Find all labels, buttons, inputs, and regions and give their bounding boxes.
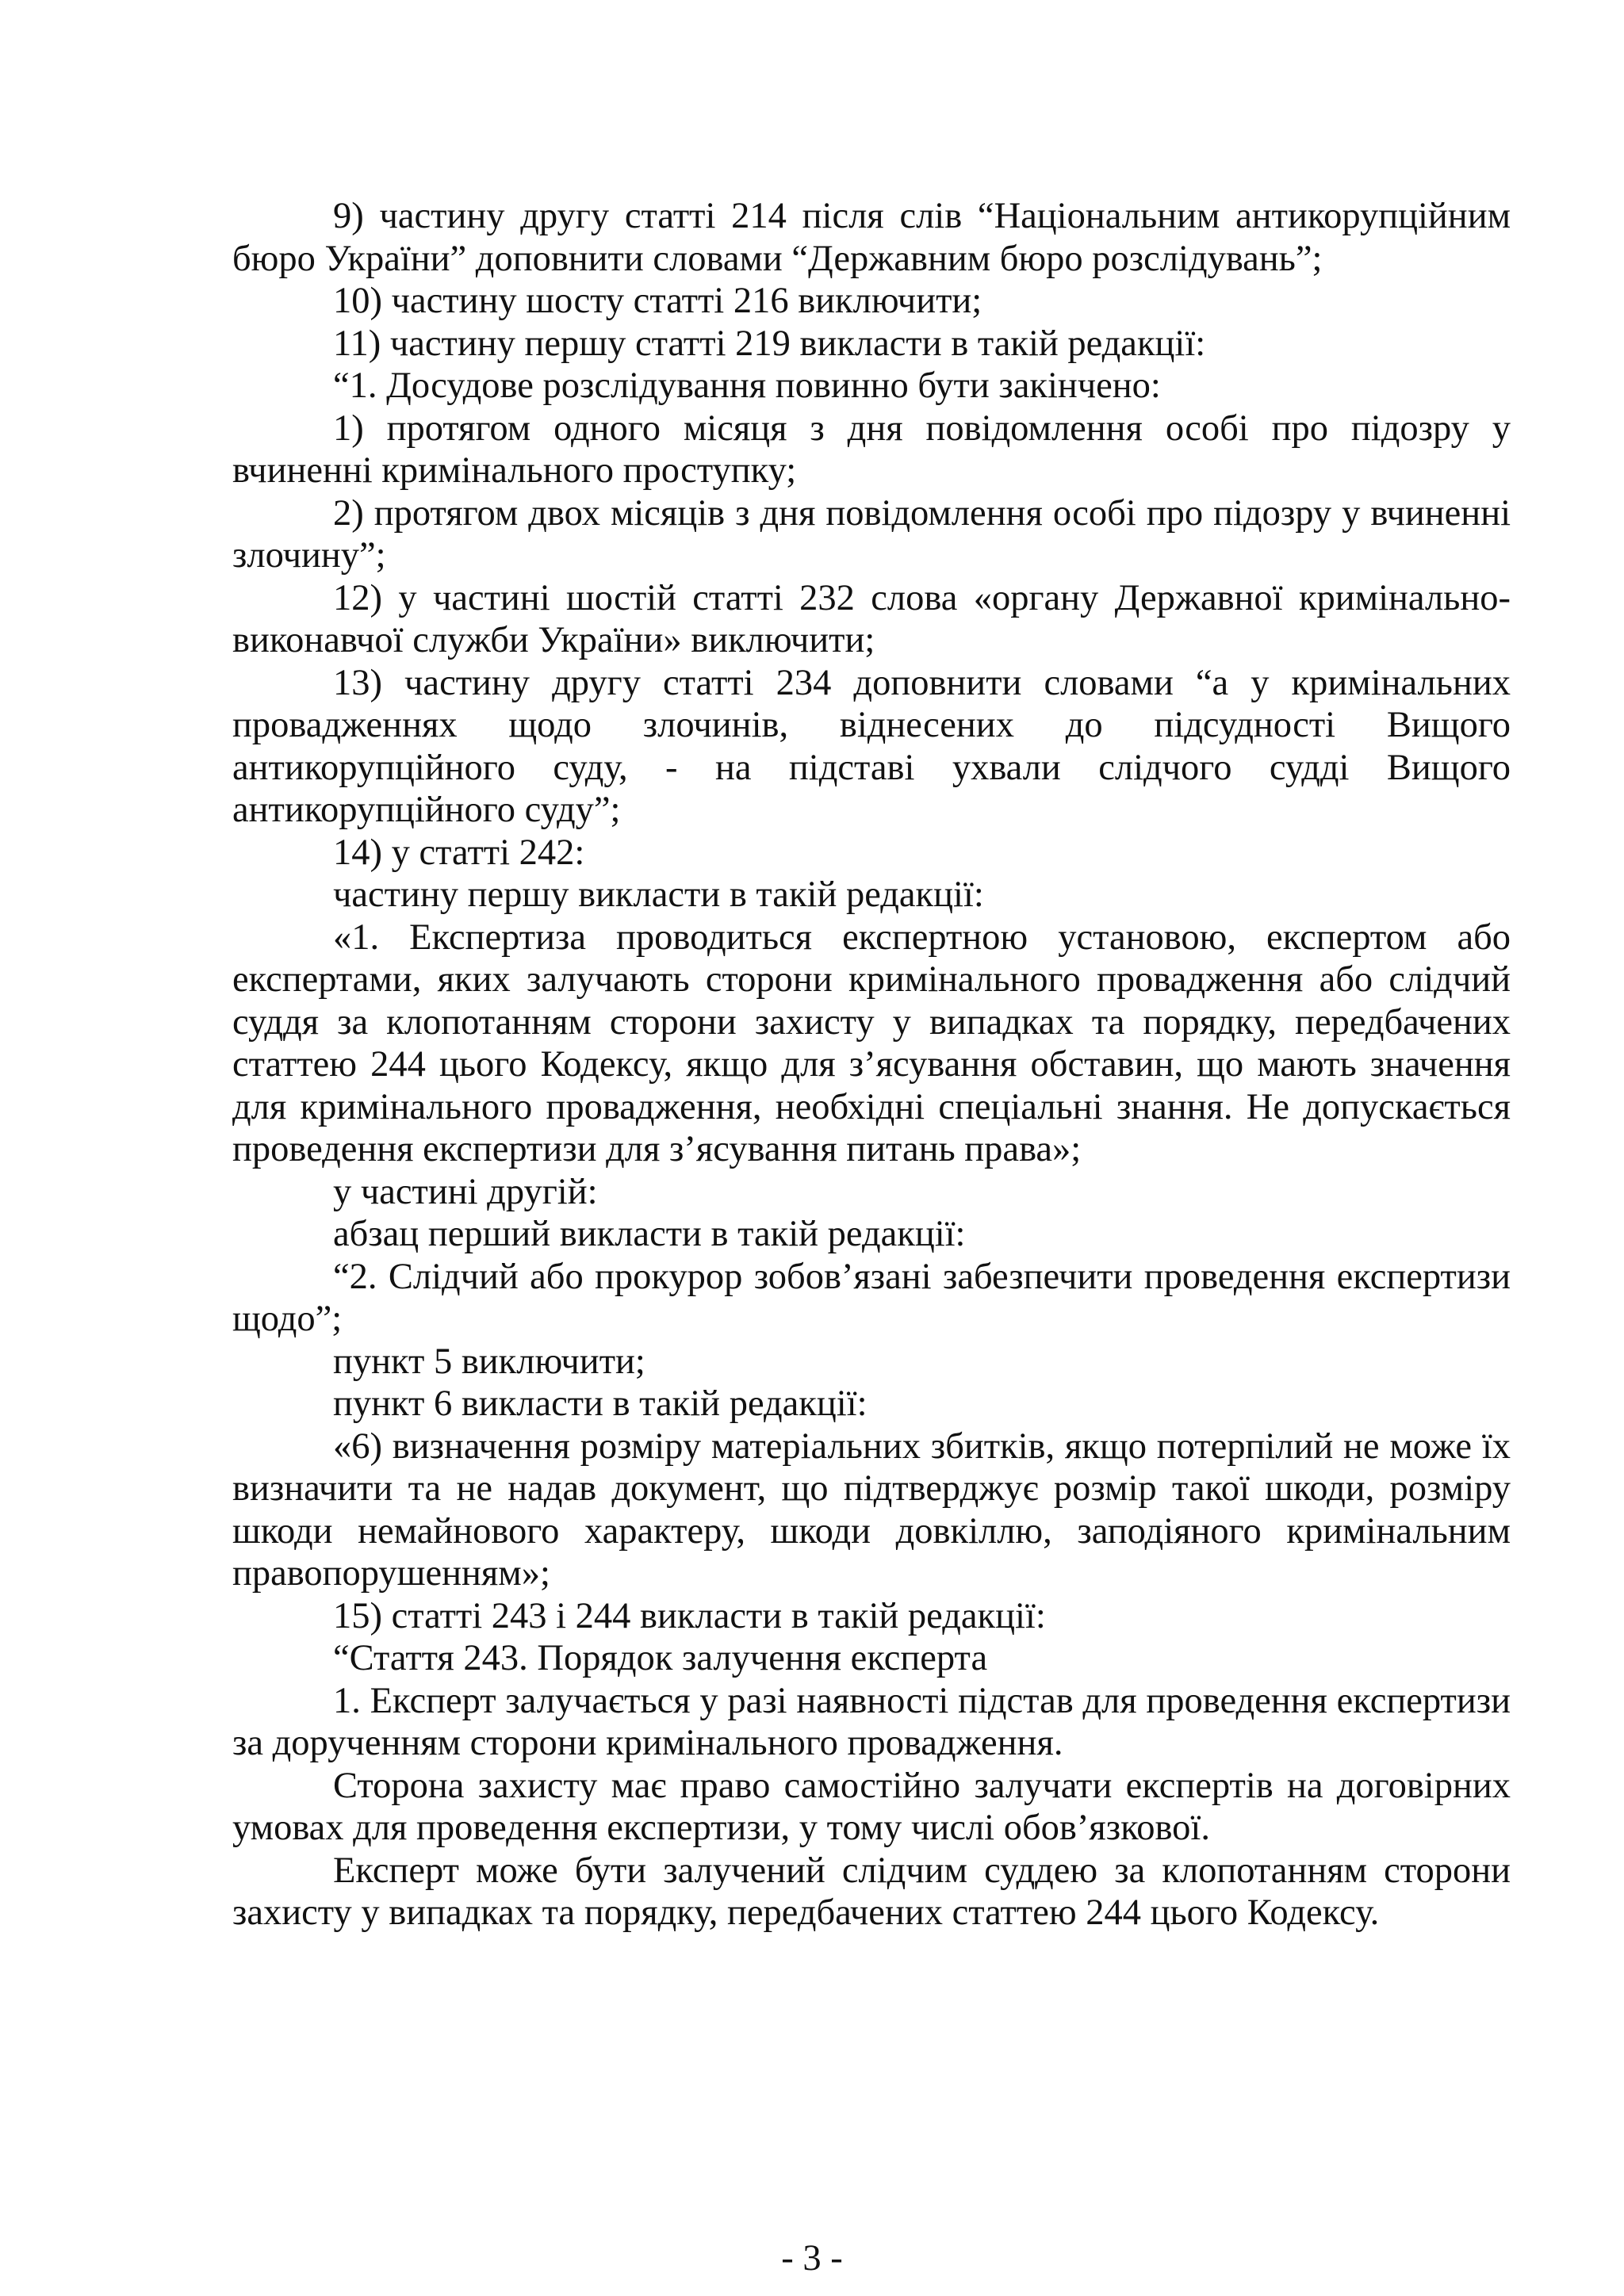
paragraph-part-two: у частині другій: xyxy=(333,1171,598,1212)
paragraph-item-13: 13) частину другу статті 234 доповнити словами “а у кримінальних провадженнях щодо злочинів, віднесених до підсудності Вищого антикорупційного суду, - на підставі ухвали слідчого судді Вищого антикорупційного суду”; xyxy=(232,662,1511,830)
paragraph-item-9: 9) частину другу статті 214 після слів “Національним антикорупційним бюро України” доповнити словами “Державним бюро розслідувань”; xyxy=(232,196,1511,279)
article-243-part-1: 1. Експерт залучається у разі наявності підстав для проведення експертизи за дорученням сторони кримінального провадження. xyxy=(232,1680,1511,1763)
document-body xyxy=(232,195,1511,1934)
quoted-paragraph-2: “2. Слідчий або прокурор зобов’язані забезпечити проведення експертизи щодо”; xyxy=(232,1256,1511,1339)
paragraph-item-12: 12) у частині шостій статті 232 слова «органу Державної кримінально-виконавчої служби України» виключити; xyxy=(232,577,1511,660)
subpoint-1: 1) протягом одного місяця з дня повідомлення особі про підозру у вчиненні кримінального проступку; xyxy=(232,408,1511,491)
paragraph-abzac-instruction: абзац перший викласти в такій редакції: xyxy=(333,1214,966,1254)
paragraph-item-10: 10) частину шосту статті 216 виключити; xyxy=(333,281,982,321)
article-243-heading: “Стаття 243. Порядок залучення експерта xyxy=(333,1638,988,1678)
paragraph-item-15: 15) статті 243 і 244 викласти в такій редакції: xyxy=(333,1595,1046,1636)
paragraph-item-11: 11) частину першу статті 219 викласти в такій редакції: xyxy=(333,323,1206,364)
article-243-investigating-judge: Експерт може бути залучений слідчим суддею за клопотанням сторони захисту у випадках та порядку, передбачених статтею 244 цього Кодексу. xyxy=(232,1850,1511,1933)
paragraph-point-5: пункт 5 виключити; xyxy=(333,1341,645,1382)
paragraph-part-one-instruction: частину першу викласти в такій редакції: xyxy=(333,874,984,915)
quoted-expertise-paragraph: «1. Експертиза проводиться експертною установою, експертом або експертами, яких залучають сторони кримінального провадження або слідчий суддя за клопотанням сторони захисту у випадках та порядку, передбачених статтею 244 цього Кодексу, якщо для з’ясування обставин, що мають значення для кримінального провадження, необхідні спеціальні знання. Не допускається проведення експертизи для з’ясування питань права»; xyxy=(232,916,1511,1169)
paragraph-item-14: 14) у статті 242: xyxy=(333,832,585,873)
quoted-paragraph-1: “1. Досудове розслідування повинно бути закінчено: xyxy=(333,365,1161,406)
quoted-point-6: «6) визначення розміру матеріальних збитків, якщо потерпілий не може їх визначити та не надав документ, що підтверджує розмір такої шкоди, розміру шкоди немайнового характеру, шкоди довкіллю, заподіяного кримінальним правопорушенням»; xyxy=(232,1425,1511,1594)
subpoint-2: 2) протягом двох місяців з дня повідомлення особі про підозру у вчиненні злочину”; xyxy=(232,492,1511,576)
page-number: - 3 - xyxy=(781,2238,843,2279)
paragraph-point-6: пункт 6 викласти в такій редакції: xyxy=(333,1383,868,1424)
article-243-defense-right: Сторона захисту має право самостійно залучати експертів на договірних умовах для проведення експертизи, у тому числі обов’язкової. xyxy=(232,1765,1511,1848)
